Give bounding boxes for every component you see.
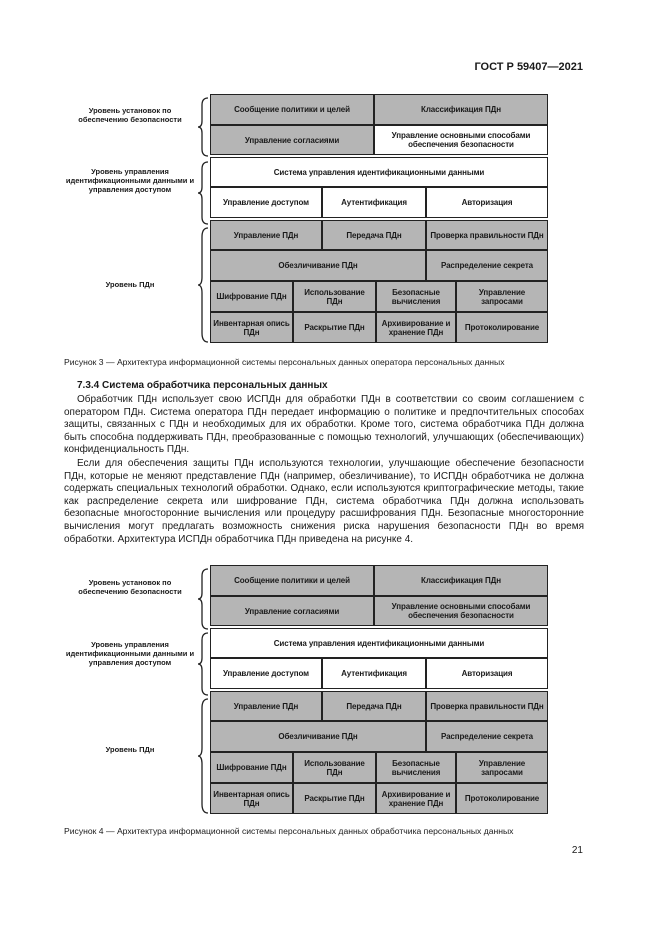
cell-pd-encryption: Шифрование ПДн	[210, 752, 293, 783]
architecture-grid	[210, 93, 548, 345]
cell-pd-check: Проверка правильности ПДн	[426, 220, 548, 250]
cell-secure-compute: Безопасные вычисления	[376, 752, 456, 783]
cell-request-management: Управление запросами	[456, 281, 548, 312]
cell-consent-management: Управление согласиями	[210, 125, 374, 155]
cell-pd-use: Использование ПДн	[293, 752, 376, 783]
brace-pd	[197, 227, 209, 343]
cell-consent-management: Управление согласиями	[210, 596, 374, 626]
cell-pd-disclosure: Раскрытие ПДн	[293, 783, 376, 814]
cell-pd-management: Управление ПДн	[210, 691, 322, 721]
cell-secret-split: Распределение секрета	[426, 721, 548, 752]
brace-security	[197, 568, 209, 630]
cell-pd-inventory: Инвентарная опись ПДн	[210, 312, 293, 343]
cell-pd-check: Проверка правильности ПДн	[426, 691, 548, 721]
cell-authentication: Аутентификация	[322, 658, 426, 689]
cell-pd-inventory: Инвентарная опись ПДн	[210, 783, 293, 814]
level-label-identity: Уровень управления идентификационными данными и управления доступом	[65, 167, 195, 194]
cell-pd-transfer: Передача ПДн	[322, 691, 426, 721]
figure-4	[64, 564, 564, 816]
cell-access-management: Управление доступом	[210, 187, 322, 218]
level-label-pd: Уровень ПДн	[105, 745, 155, 754]
figure-3-caption: Рисунок 3 — Архитектура информационной системы персональных данных оператора персональных данных	[64, 357, 505, 367]
cell-authorization: Авторизация	[426, 658, 548, 689]
cell-request-management: Управление запросами	[456, 752, 548, 783]
cell-logging: Протоколирование	[456, 312, 548, 343]
cell-identity-system: Система управления идентификационными данными	[210, 628, 548, 658]
brace-security	[197, 97, 209, 157]
section-title: 7.3.4 Система обработчика персональных данных	[77, 380, 328, 391]
level-label-security: Уровень установок по обеспечению безопасности	[78, 106, 182, 124]
cell-secure-compute: Безопасные вычисления	[376, 281, 456, 312]
cell-pd-transfer: Передача ПДн	[322, 220, 426, 250]
figure-4-caption: Рисунок 4 — Архитектура информационной системы персональных данных обработчика персональных данных	[64, 826, 514, 836]
cell-depersonalization: Обезличивание ПДн	[210, 721, 426, 752]
brace-pd	[197, 698, 209, 814]
brace-identity	[197, 632, 209, 696]
cell-pd-classification: Классификация ПДн	[374, 565, 548, 596]
cell-pd-archive: Архивирование и хранение ПДн	[376, 783, 456, 814]
standard-header: ГОСТ Р 59407—2021	[474, 61, 583, 73]
cell-pd-encryption: Шифрование ПДн	[210, 281, 293, 312]
paragraph-2: Если для обеспечения защиты ПДн используются технологии, улучшающие обеспечение безопасности ПДн, которые не меняют представление ПДн (например, обезличивание), то ИСПДн обработчика не должна содержать специальных технологий обработки. Однако, если используются криптографические методы, такие как распределение секрета или шифрование ПДн, система обработчика ПДн должна использовать безопасные многосторонние вычисления или процедуру расшифрования ПДн. Безопасные многосторонние вычисления могут предлагать возможность снижения риска нарушения безопасности ПДн во время обработки. Архитектура ИСПДн обработчика ПДн приведена на рисунке 4.	[64, 458, 584, 545]
level-label-identity: Уровень управления идентификационными данными и управления доступом	[65, 640, 195, 667]
cell-authorization: Авторизация	[426, 187, 548, 218]
cell-pd-use: Использование ПДн	[293, 281, 376, 312]
cell-identity-system: Система управления идентификационными данными	[210, 157, 548, 187]
figure-3	[64, 93, 564, 345]
paragraph-1: Обработчик ПДн использует свою ИСПДн для обработки ПДн в соответствии со своим соглашением с оператором ПДн. Система оператора ПДн передает информацию о политике и предпочтительных способах защиты, связанных с ПДн и необходимых для их обработки. Кроме того, система обработчика ПДн должна быть способна поддерживать ПДн, преобразованные с помощью технологий, улучшающих (обеспечивающих) конфиденциальность ПДн.	[64, 394, 584, 456]
brace-identity	[197, 161, 209, 225]
page-number: 21	[571, 845, 583, 856]
cell-pd-management: Управление ПДн	[210, 220, 322, 250]
level-label-security: Уровень установок по обеспечению безопасности	[78, 578, 182, 596]
cell-logging: Протоколирование	[456, 783, 548, 814]
level-label-pd: Уровень ПДн	[105, 280, 155, 289]
cell-authentication: Аутентификация	[322, 187, 426, 218]
cell-depersonalization: Обезличивание ПДн	[210, 250, 426, 281]
cell-main-methods: Управление основными способами обеспечения безопасности	[374, 596, 548, 626]
cell-main-methods: Управление основными способами обеспечения безопасности	[374, 125, 548, 155]
cell-pd-classification: Классификация ПДн	[374, 94, 548, 125]
cell-policy-message: Сообщение политики и целей	[210, 565, 374, 596]
cell-secret-split: Распределение секрета	[426, 250, 548, 281]
architecture-grid	[210, 564, 548, 816]
cell-pd-disclosure: Раскрытие ПДн	[293, 312, 376, 343]
cell-pd-archive: Архивирование и хранение ПДн	[376, 312, 456, 343]
cell-access-management: Управление доступом	[210, 658, 322, 689]
cell-policy-message: Сообщение политики и целей	[210, 94, 374, 125]
